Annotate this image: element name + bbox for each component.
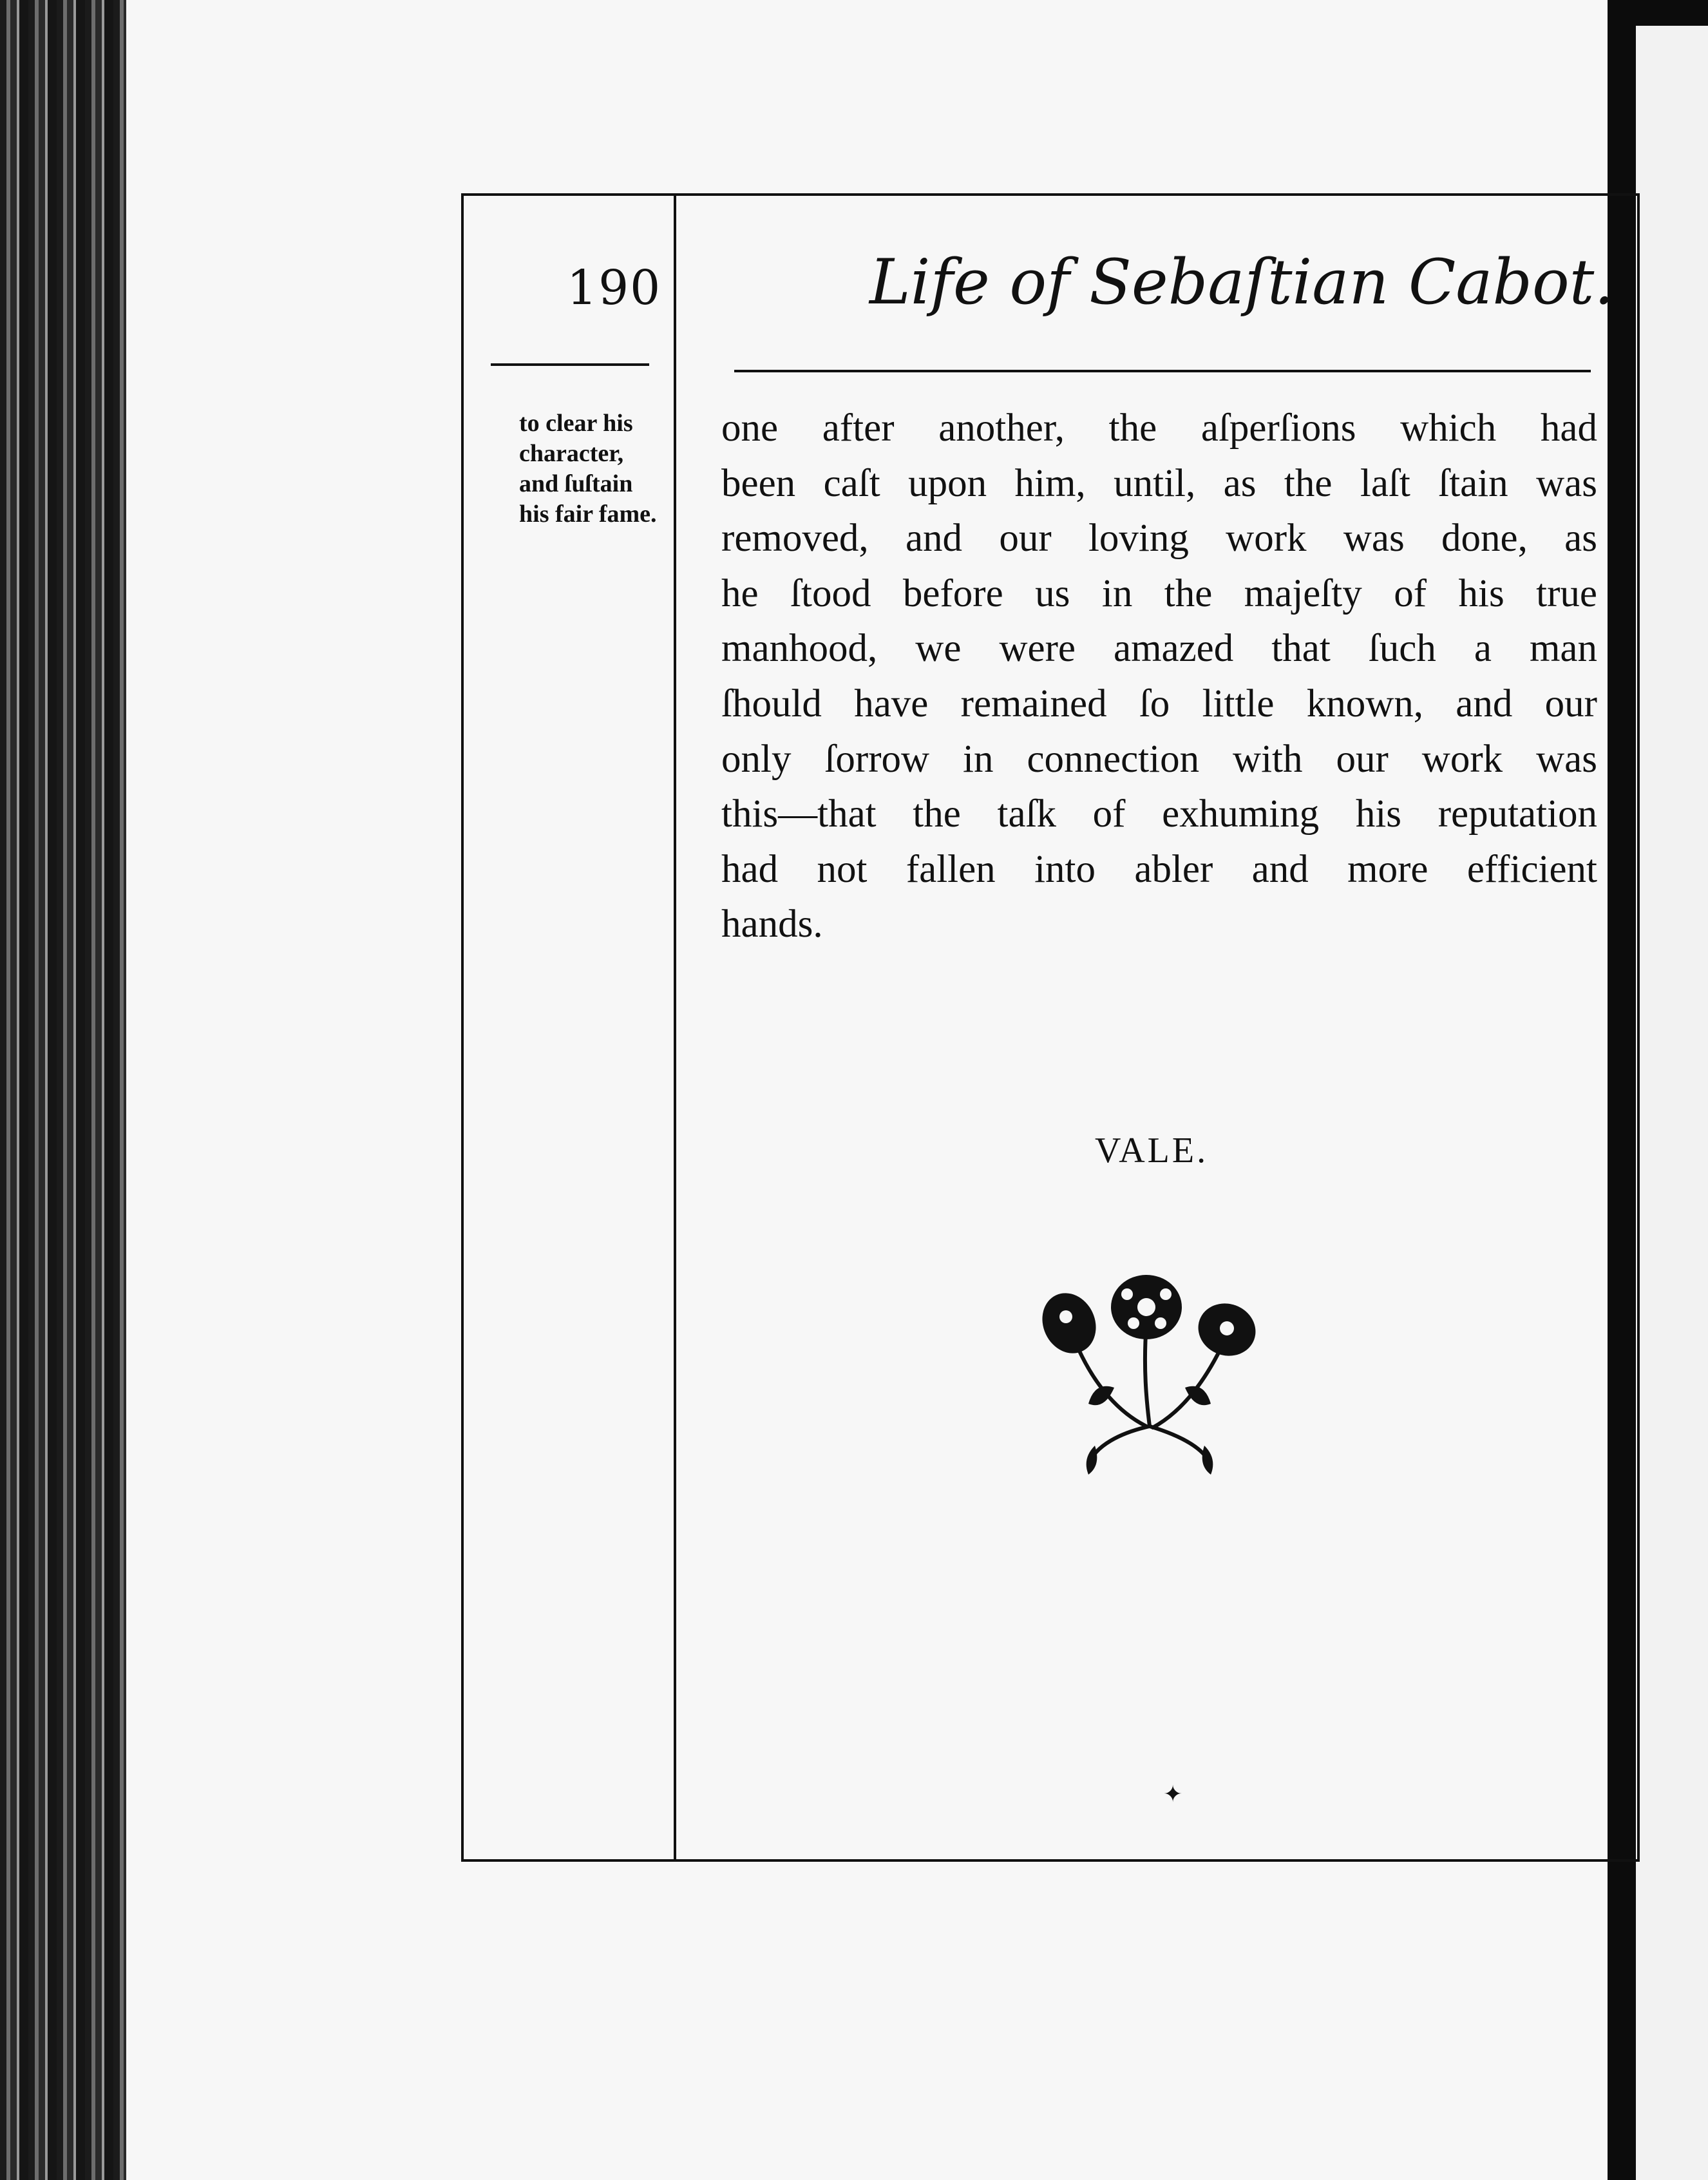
flower-ornament-icon [998, 1252, 1295, 1484]
page-number: 190 [567, 260, 662, 316]
body-line: hands. [721, 903, 823, 946]
body-line: only ſorrow in connection with our work was [721, 737, 1597, 781]
closing-word: VALE. [1095, 1131, 1209, 1171]
body-line: ſhould have remained ſo little known, and our [721, 682, 1597, 725]
body-line: been caſt upon him, until, as the laſt ſtain was [721, 461, 1597, 505]
margin-divider [674, 196, 676, 1859]
marginal-note-line: his fair fame. [519, 501, 657, 528]
body-line: had not fallen into abler and more efficient [721, 847, 1597, 891]
page-frame [461, 193, 1640, 1862]
marginal-note-line: character, [519, 440, 624, 467]
printer-mark: ✦ [1163, 1781, 1183, 1808]
body-line: one after another, the aſperſions which had [721, 406, 1597, 450]
book-page [126, 0, 1614, 2180]
body-line: he ſtood before us in the majeſty of his true [721, 571, 1597, 615]
marginal-note-line: to clear his [519, 410, 633, 437]
marginal-note-line: and ſuſtain [519, 470, 633, 497]
body-line: this—that the taſk of exhuming his reputation [721, 792, 1597, 836]
header-rule [734, 370, 1591, 372]
marginal-note [519, 408, 667, 530]
facing-page-edge [1636, 26, 1708, 2180]
body-line: manhood, we were amazed that ſuch a man [721, 627, 1597, 671]
margin-rule [491, 363, 649, 366]
body-paragraph [721, 401, 1597, 952]
body-line: removed, and our loving work was done, as [721, 517, 1597, 560]
running-head: Life of Sebaſtian Cabot. [869, 246, 1614, 318]
